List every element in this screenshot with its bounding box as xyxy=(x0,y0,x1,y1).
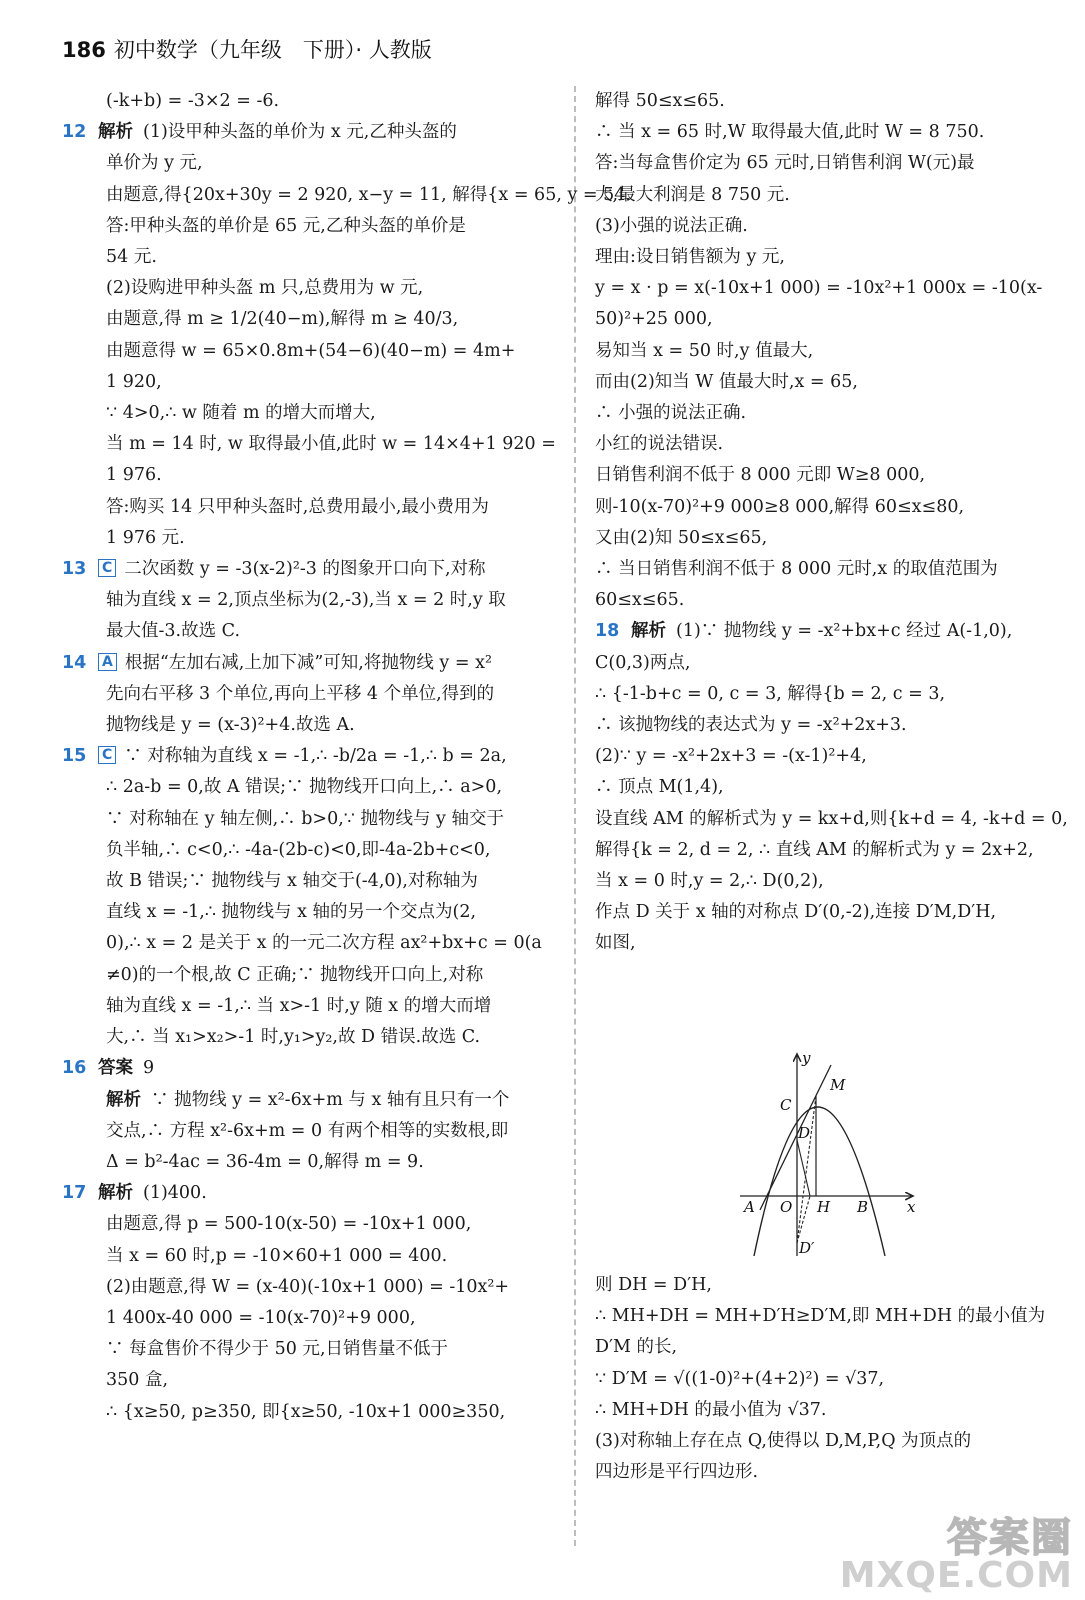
line-text: 9 xyxy=(143,1058,155,1079)
text-line xyxy=(62,398,554,429)
watermark xyxy=(833,1506,1073,1596)
line-text: (1)∵ 抛物线 y = -x²+bx+c 经过 A(-1,0), xyxy=(676,621,1013,642)
line-text: ∴ 2a-b = 0,故 A 错误;∵ 抛物线开口向上,∴ a>0, xyxy=(106,777,503,798)
text-line xyxy=(62,1022,554,1053)
text-line xyxy=(595,585,1065,616)
section-tag: 解析 xyxy=(98,1183,133,1204)
line-text: ∵ D′M = √((1-0)²+(4+2)²) = √37, xyxy=(595,1368,885,1389)
text-line xyxy=(62,304,554,335)
line-text: 易知当 x = 50 时,y 值最大, xyxy=(595,340,814,361)
text-line xyxy=(62,460,554,491)
line-text: C(0,3)两点, xyxy=(595,652,691,673)
line-text: ∴ 顶点 M(1,4), xyxy=(595,777,724,798)
page-number: 186 xyxy=(62,38,106,62)
parabola-figure xyxy=(735,1048,925,1263)
line-text: 如图, xyxy=(595,933,636,954)
label-y: y xyxy=(802,1049,811,1067)
question-number: 18 xyxy=(595,621,620,642)
text-line xyxy=(595,710,1065,741)
line-text: (1)400. xyxy=(143,1183,207,1204)
line-text: 350 盒, xyxy=(106,1370,169,1391)
line-text: y = x · p = x(-10x+1 000) = -10x²+1 000x = -10(x- xyxy=(595,278,1043,299)
line-text: 日销售利润不低于 8 000 元即 W≥8 000, xyxy=(595,465,926,486)
line-text: 根据“左加右减,上加下减”可知,将抛物线 y = x² xyxy=(124,652,492,673)
line-text: (2)∵ y = -x²+2x+3 = -(x-1)²+4, xyxy=(595,746,867,767)
text-line xyxy=(595,554,1065,585)
text-line xyxy=(62,1303,554,1334)
line-text: 理由:设日销售额为 y 元, xyxy=(595,247,785,268)
text-line xyxy=(595,429,1065,460)
text-line xyxy=(595,117,1065,148)
line-text: 作点 D 关于 x 轴的对称点 D′(0,-2),连接 D′M,D′H, xyxy=(595,902,997,923)
label-d: D xyxy=(798,1124,811,1142)
text-line xyxy=(62,336,554,367)
line-text: 四边形是平行四边形. xyxy=(595,1462,759,1483)
text-line xyxy=(595,398,1065,429)
text-line xyxy=(595,304,1065,335)
line-text: ∴ 该抛物线的表达式为 y = -x²+2x+3. xyxy=(595,715,907,736)
text-line xyxy=(595,336,1065,367)
line-text: 54 元. xyxy=(106,247,157,268)
text-line xyxy=(595,679,1065,710)
line-text: 轴为直线 x = -1,∴ 当 x>-1 时,y 随 x 的增大而增 xyxy=(106,995,492,1016)
text-line xyxy=(595,86,1065,117)
line-text: 当 m = 14 时, w 取得最小值,此时 w = 14×4+1 920 = xyxy=(106,434,556,455)
text-line xyxy=(595,1457,1065,1488)
line-text: 1 976 元. xyxy=(106,527,185,548)
text-line xyxy=(595,273,1065,304)
right-column-after-figure xyxy=(595,1270,1065,1488)
line-text: 先向右平移 3 个单位,再向上平移 4 个单位,得到的 xyxy=(106,683,495,704)
line-text: (3)小强的说法正确. xyxy=(595,215,748,236)
line-text: ∴ {-1-b+c = 0, c = 3, 解得{b = 2, c = 3, xyxy=(595,683,946,704)
line-text: 故 B 错误;∵ 抛物线与 x 轴交于(-4,0),对称轴为 xyxy=(106,871,478,892)
line-text: 60≤x≤65. xyxy=(595,590,685,611)
text-line xyxy=(62,242,554,273)
text-line xyxy=(62,429,554,460)
line-text: 大,最大利润是 8 750 元. xyxy=(595,184,790,205)
text-line xyxy=(62,211,554,242)
line-text: 当 x = 60 时,p = -10×60+1 000 = 400. xyxy=(106,1245,448,1266)
text-line xyxy=(595,804,1068,835)
text-line xyxy=(595,180,1065,211)
watermark-site: MXQE.COM xyxy=(839,1555,1073,1596)
text-line xyxy=(62,648,554,679)
line-text: 交点,∴ 方程 x²-6x+m = 0 有两个相等的实数根,即 xyxy=(106,1120,509,1141)
text-line xyxy=(62,991,554,1022)
line-text: 而由(2)知当 W 值最大时,x = 65, xyxy=(595,371,858,392)
text-line xyxy=(62,367,554,398)
line-text: 解得{k = 2, d = 2, ∴ 直线 AM 的解析式为 y = 2x+2, xyxy=(595,839,1034,860)
line-text: (2)由题意,得 W = (x-40)(-10x+1 000) = -10x²+ xyxy=(106,1276,510,1297)
line-text: ∴ {x≥50, p≥350, 即{x≥50, -10x+1 000≥350, xyxy=(106,1401,506,1422)
text-line xyxy=(62,554,554,585)
right-column xyxy=(595,86,1068,960)
line-text: 则-10(x-70)²+9 000≥8 000,解得 60≤x≤80, xyxy=(595,496,965,517)
answer-choice-badge: C xyxy=(98,559,116,577)
text-line xyxy=(595,1270,1065,1301)
text-line xyxy=(62,710,554,741)
text-line xyxy=(62,492,554,523)
line-text: 解得 50≤x≤65. xyxy=(595,91,725,111)
text-line xyxy=(62,1241,554,1272)
answer-choice-badge: A xyxy=(98,653,117,671)
line-text: D′M 的长, xyxy=(595,1337,678,1358)
text-line xyxy=(62,180,631,211)
text-line xyxy=(595,648,1065,679)
text-line xyxy=(62,804,554,835)
line-text: 由题意得 w = 65×0.8m+(54−6)(40−m) = 4m+ xyxy=(106,340,516,361)
text-line xyxy=(595,835,1065,866)
line-text: (-k+b) = -3×2 = -6. xyxy=(106,91,280,111)
line-text: ≠0)的一个根,故 C 正确;∵ 抛物线开口向上,对称 xyxy=(106,964,484,985)
line-text: 答:购买 14 只甲种头盔时,总费用最小,最小费用为 xyxy=(106,496,489,517)
watermark-logo: 答案圈 xyxy=(947,1515,1073,1561)
line-text: ∴ MH+DH 的最小值为 √37. xyxy=(595,1399,827,1420)
text-line xyxy=(595,367,1065,398)
text-line xyxy=(595,1426,1065,1457)
line-text: ∴ MH+DH = MH+D′H≥D′M,即 MH+DH 的最小值为 xyxy=(595,1306,1046,1327)
text-line xyxy=(595,616,1065,647)
line-text: 大,∴ 当 x₁>x₂>-1 时,y₁>y₂,故 D 错误.故选 C. xyxy=(106,1027,481,1048)
page-header xyxy=(62,34,432,64)
text-line xyxy=(595,1332,1065,1363)
line-text: ∴ 当 x = 65 时,W 取得最大值,此时 W = 8 750. xyxy=(595,122,985,143)
line-text: 50)²+25 000, xyxy=(595,309,713,330)
line-text: ∵ 4>0,∴ w 随着 m 的增大而增大, xyxy=(106,403,376,424)
text-line xyxy=(62,1053,554,1084)
segment-dh xyxy=(797,1140,810,1196)
text-line xyxy=(62,835,554,866)
text-line xyxy=(62,86,554,117)
text-line xyxy=(595,1395,1065,1426)
text-line xyxy=(595,928,1065,959)
text-line xyxy=(595,492,1065,523)
text-line xyxy=(62,741,554,772)
book-title: 初中数学（九年级 下册）· 人教版 xyxy=(113,38,432,62)
section-tag: 解析 xyxy=(98,122,133,143)
line-text: (1)设甲种头盔的单价为 x 元,乙种头盔的 xyxy=(143,122,457,143)
text-line xyxy=(595,741,1065,772)
label-m: M xyxy=(830,1076,846,1094)
line-text: Δ = b²-4ac = 36-4m = 0,解得 m = 9. xyxy=(106,1151,424,1172)
label-dprime: D′ xyxy=(799,1239,815,1257)
text-line xyxy=(595,772,1065,803)
line-text: 由题意,得 m ≥ 1/2(40−m),解得 m ≥ 40/3, xyxy=(106,309,459,330)
label-b: B xyxy=(857,1198,869,1216)
segment-dph xyxy=(797,1196,810,1243)
label-o: O xyxy=(780,1198,793,1216)
text-line xyxy=(62,866,554,897)
text-line xyxy=(62,1085,554,1116)
text-line xyxy=(62,679,554,710)
question-number: 14 xyxy=(62,652,87,673)
line-text: 最大值-3.故选 C. xyxy=(106,621,241,642)
line-text: 设直线 AM 的解析式为 y = kx+d,则{k+d = 4, -k+d = 0, xyxy=(595,808,1068,829)
line-text: (2)设购进甲种头盔 m 只,总费用为 w 元, xyxy=(106,278,424,299)
text-line xyxy=(62,273,554,304)
line-text: ∵ 每盒售价不得少于 50 元,日销售量不低于 xyxy=(106,1339,449,1360)
text-line xyxy=(595,523,1065,554)
text-line xyxy=(595,1364,1065,1395)
line-text: 由题意,得{20x+30y = 2 920, x−y = 11, 解得{x = 65, y = 54. xyxy=(106,184,631,205)
text-line xyxy=(595,897,1065,928)
text-line xyxy=(62,1397,554,1428)
line-text: 单价为 y 元, xyxy=(106,153,203,174)
line-text: 1 976. xyxy=(106,465,162,486)
text-line xyxy=(62,960,554,991)
text-line xyxy=(595,866,1065,897)
line-text: 二次函数 y = -3(x-2)²-3 的图象开口向下,对称 xyxy=(124,559,486,580)
text-line xyxy=(62,148,554,179)
text-line xyxy=(62,772,554,803)
question-number: 15 xyxy=(62,746,87,767)
line-text: ∵ 对称轴在 y 轴左侧,∴ b>0,∵ 抛物线与 y 轴交于 xyxy=(106,808,504,829)
question-number: 13 xyxy=(62,559,87,580)
line-text: 则 DH = D′H, xyxy=(595,1275,712,1295)
question-number: 16 xyxy=(62,1058,87,1079)
text-line xyxy=(62,117,554,148)
text-line xyxy=(62,1365,554,1396)
line-text: 负半轴,∴ c<0,∴ -4a-(2b-c)<0,即-4a-2b+c<0, xyxy=(106,839,491,860)
text-line xyxy=(62,928,554,959)
question-number: 17 xyxy=(62,1183,87,1204)
label-c: C xyxy=(780,1096,792,1114)
text-line xyxy=(595,242,1065,273)
text-line xyxy=(62,1209,554,1240)
line-text: 由题意,得 p = 500-10(x-50) = -10x+1 000, xyxy=(106,1214,472,1235)
line-text: ∴ 小强的说法正确. xyxy=(595,403,747,424)
line-text: 又由(2)知 50≤x≤65, xyxy=(595,527,768,548)
section-tag: 答案 xyxy=(98,1058,133,1079)
text-line xyxy=(62,1272,554,1303)
line-am xyxy=(760,1065,831,1210)
line-text: 小红的说法错误. xyxy=(595,434,724,455)
text-line xyxy=(62,897,554,928)
text-line xyxy=(62,1147,554,1178)
line-text: ∵ 对称轴为直线 x = -1,∴ -b/2a = -1,∴ b = 2a, xyxy=(124,746,507,767)
line-text: 直线 x = -1,∴ 抛物线与 x 轴的另一个交点为(2, xyxy=(106,902,477,923)
line-text: (3)对称轴上存在点 Q,使得以 D,M,P,Q 为顶点的 xyxy=(595,1431,972,1452)
text-line xyxy=(62,585,554,616)
line-text: 答:当每盒售价定为 65 元时,日销售利润 W(元)最 xyxy=(595,153,975,174)
column-divider xyxy=(574,86,576,1546)
label-h: H xyxy=(817,1198,831,1216)
text-line xyxy=(595,211,1065,242)
text-line xyxy=(62,523,554,554)
text-line xyxy=(62,1334,554,1365)
line-text: ∴ 当日销售利润不低于 8 000 元时,x 的取值范围为 xyxy=(595,559,998,580)
line-text: 轴为直线 x = 2,顶点坐标为(2,-3),当 x = 2 时,y 取 xyxy=(106,590,506,611)
line-text: 当 x = 0 时,y = 2,∴ D(0,2), xyxy=(595,871,824,892)
answer-choice-badge: C xyxy=(98,746,116,764)
text-line xyxy=(62,616,554,647)
text-line xyxy=(62,1178,554,1209)
text-line xyxy=(595,460,1065,491)
line-text: ∵ 抛物线 y = x²-6x+m 与 x 轴有且只有一个 xyxy=(151,1089,510,1110)
question-number: 12 xyxy=(62,122,87,143)
line-text: 1 920, xyxy=(106,371,162,392)
line-text: 答:甲种头盔的单价是 65 元,乙种头盔的单价是 xyxy=(106,215,466,236)
line-text: 抛物线是 y = (x-3)²+4.故选 A. xyxy=(106,715,355,736)
text-line xyxy=(595,148,1065,179)
text-line xyxy=(62,1116,554,1147)
section-tag: 解析 xyxy=(106,1089,141,1110)
line-text: 1 400x-40 000 = -10(x-70)²+9 000, xyxy=(106,1307,416,1328)
section-tag: 解析 xyxy=(631,621,666,642)
label-a: A xyxy=(744,1198,755,1216)
text-line xyxy=(595,1301,1065,1332)
line-text: 0),∴ x = 2 是关于 x 的一元二次方程 ax²+bx+c = 0(a xyxy=(106,933,542,954)
label-x: x xyxy=(907,1198,916,1216)
